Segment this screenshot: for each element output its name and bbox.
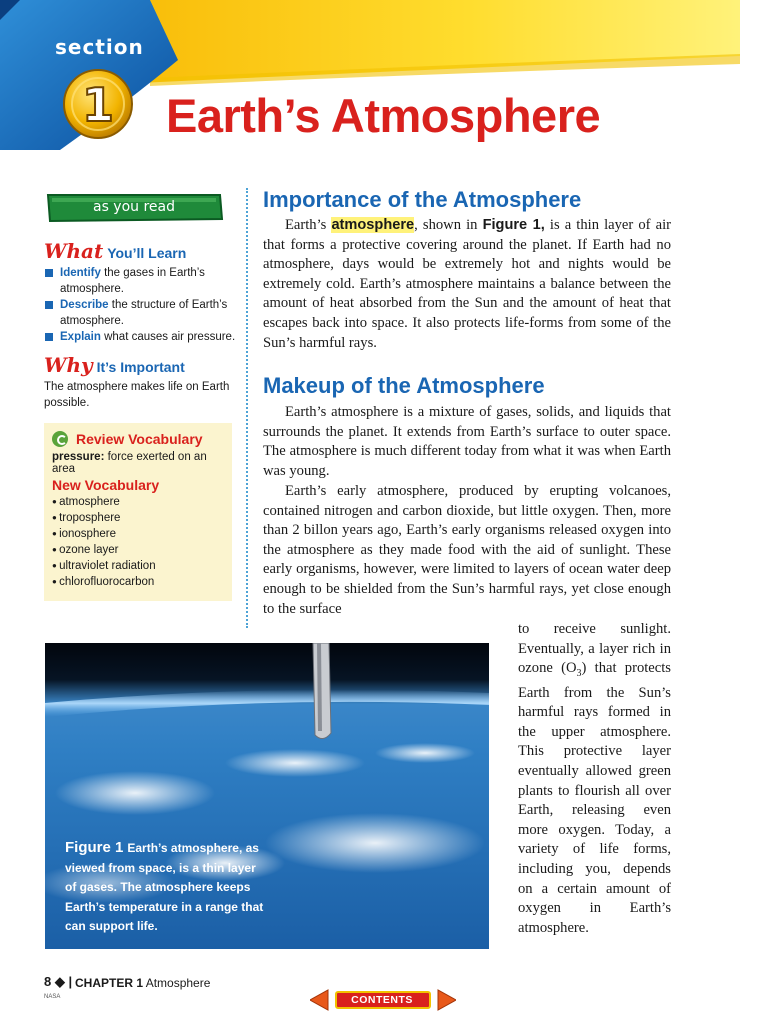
heading-importance: Importance of the Atmosphere (263, 187, 582, 212)
new-vocabulary-list (52, 494, 156, 590)
objective-verb: Identify (60, 267, 101, 279)
subscript: 3 (576, 668, 582, 680)
review-icon (52, 431, 68, 447)
as-you-read-label: as you read (92, 199, 176, 215)
page-title: Earth’s Atmosphere (166, 89, 601, 142)
figure-caption-text: Earth’s atmosphere, as viewed from space, is a thin layer of gases. The atmosphere keeps Earth’s temperature in a range that can support life. (65, 841, 264, 933)
list-item (44, 297, 236, 329)
objective-verb: Describe (60, 299, 109, 311)
figure-reference: Figure 1, (482, 217, 545, 233)
vocab-term: ● ionosphere (52, 526, 156, 542)
photo-credit: NASA (44, 994, 61, 1000)
bar-icon: | (68, 974, 73, 989)
prev-arrow-icon[interactable] (310, 990, 328, 1010)
objective-verb: Explain (60, 331, 101, 343)
review-definition-text: force exerted on an area (52, 451, 207, 475)
section-label: section (55, 35, 144, 59)
figure-number: Figure 1 (65, 839, 124, 856)
square-bullet-icon (45, 333, 53, 341)
review-vocabulary-title: Review Vocabulary (76, 431, 203, 447)
review-term: pressure: (52, 451, 105, 463)
section-header (0, 0, 768, 165)
what-youll-learn-heading (44, 239, 186, 263)
contents-label[interactable]: CONTENTS (351, 994, 413, 1006)
why-script: Why (44, 353, 93, 377)
vocab-term: ● ultraviolet radiation (52, 558, 156, 574)
paragraph-importance (263, 216, 671, 353)
square-bullet-icon (45, 269, 53, 277)
page-number (44, 974, 72, 990)
vocab-term: ● troposphere (52, 510, 156, 526)
paragraph-makeup-1: Earth’s atmosphere is a mixture of gases, solids, and liquids that surrounds the planet. It extends from Earth’s surface to outer space. The atmosphere is much different today from what it was when Earth was young. (263, 404, 671, 479)
page-number-text: 8 (44, 974, 52, 989)
what-script: What (44, 239, 104, 263)
objective-text: what causes air pressure. (100, 331, 236, 343)
chapter-title: Atmosphere (145, 976, 211, 990)
review-definition (52, 451, 232, 475)
vocab-term: ● ozone layer (52, 542, 156, 558)
heading-makeup: Makeup of the Atmosphere (263, 373, 545, 398)
square-bullet-icon (45, 301, 53, 309)
why-heading-text: It’s Important (96, 359, 185, 375)
paragraph-makeup-2: Earth’s early atmosphere, produced by erupting volcanoes, contained nitrogen and carbon dioxide, but little oxygen. Then, more than 2 billon years ago, Earth’s early organisms released oxygen into the atmosphere as they made food with the aid of sunlight. These early organisms, however, were limited to layers of ocean water deep enough to be shielded from the Sun’s harmful rays, yet close enough to the surface (263, 483, 671, 617)
text-run: , shown in (414, 217, 483, 233)
list-item (44, 329, 236, 345)
vocab-term: ● atmosphere (52, 494, 156, 510)
text-run: is a thin layer of air that forms a protective covering around the planet. If Earth had no atmosphere, days would be extremely hot and nights would be extremely cold. Earth’s atmosphere maintains a balance between the amount of heat absorbed from the Sun and the amount of heat that escapes back into space. It also protects life-forms from some of the Sun’s harmful rays. (263, 217, 671, 351)
diamond-icon: ◆ (54, 974, 65, 989)
paragraph-makeup-2-continued (518, 620, 671, 938)
vocab-term: ● chlorofluorocarbon (52, 574, 156, 590)
keyword-atmosphere: atmosphere (331, 217, 415, 233)
chapter-number: CHAPTER 1 (75, 976, 144, 990)
text-run: to receive sunlight. Eventually, a layer rich in ozone (O (518, 621, 671, 677)
what-heading-text: You’ll Learn (107, 245, 187, 261)
new-vocabulary-title: New Vocabulary (52, 477, 160, 493)
column-divider (246, 188, 248, 628)
objective-text: the gases in Earth’s atmosphere. (60, 267, 205, 295)
objective-text: the structure of Earth’s atmosphere. (60, 299, 228, 327)
list-item (44, 265, 236, 297)
section-number: 1 (81, 78, 115, 132)
learning-objectives (44, 265, 236, 345)
chapter-label (75, 976, 210, 990)
text-run: Earth’s (285, 217, 332, 233)
next-arrow-icon[interactable] (438, 990, 456, 1010)
figure-caption (65, 838, 265, 937)
why-its-important-heading (44, 353, 185, 377)
why-important-text: The atmosphere makes life on Earth possible. (44, 381, 230, 409)
text-run: ) that protects Earth from the Sun’s harmful rays formed in the upper atmosphere. This protective layer eventually allowed green plants to flourish all over Earth, releasing even more oxygen. Today, a variety of life forms, including you, depends on a certain amount of oxygen in Earth’s atmosphere. (518, 660, 671, 936)
vocabulary-box (44, 423, 232, 601)
